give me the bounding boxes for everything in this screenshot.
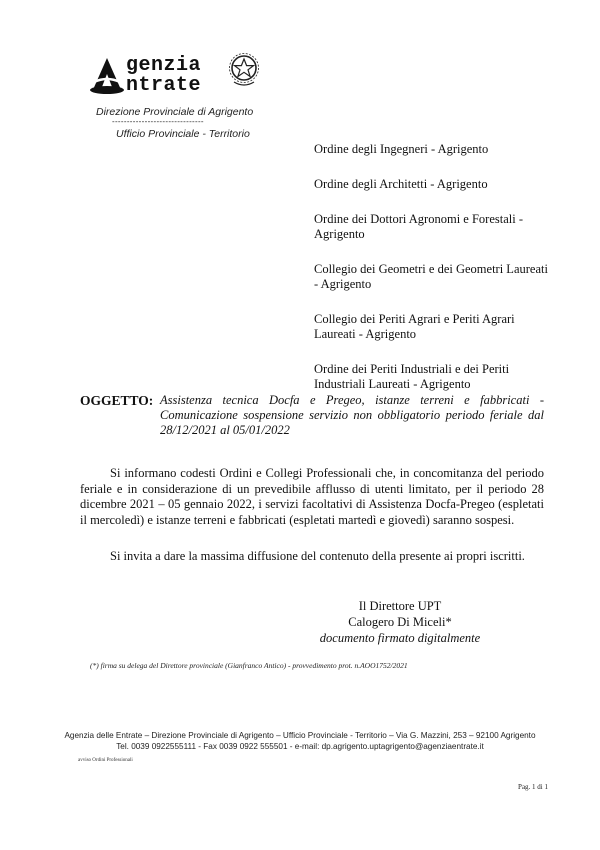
republic-emblem-icon [228, 52, 260, 88]
body-paragraph-1: Si informano codesti Ordini e Collegi Professionali che, in concomitanza del periodo feriale e in considerazione di un prevedibile afflusso di utenti limitato, per il periodo 28 dicembre 2021 – 05 gennaio 2022, i servizi facoltativi di Assistenza Docfa-Pregeo (espletati il mercoledì) e istanze terreni e fabbricati (espletati martedì e giovedì) saranno sospesi. [80, 466, 544, 527]
recipient-list [314, 142, 554, 412]
footnote: (*) firma su delega del Direttore provinciale (Gianfranco Antico) - provvedimento prot. n.AOO1752/2021 [90, 661, 408, 670]
logo-word-genzia: genzia [126, 54, 202, 77]
logo-word-ntrate: ntrate [126, 74, 202, 97]
agenzia-a-mark-icon [88, 56, 126, 96]
recipient-item: Collegio dei Periti Agrari e Periti Agrari Laureati - Agrigento [314, 312, 515, 341]
signature-role: Il Direttore UPT [358, 599, 442, 613]
document-file-note: avviso Ordini Professionali [78, 758, 133, 763]
footer-contacts: Tel. 0039 0922555111 - Fax 0039 0922 555501 - e-mail: dp.agrigento.uptagrigento@agenziaentrate.it [116, 742, 484, 751]
page-number: Pag. 1 di 1 [518, 783, 548, 791]
recipient-item: Ordine dei Periti Industriali e dei Periti Industriali Laureati - Agrigento [314, 362, 510, 391]
office-ufficio-territorio: Ufficio Provinciale - Territorio [116, 128, 250, 140]
recipient-item: Collegio dei Geometri e dei Geometri Laureati - Agrigento [314, 262, 548, 291]
subject-label: OGGETTO: [80, 393, 154, 408]
body-paragraph-2: Si invita a dare la massima diffusione del contenuto della presente ai propri iscritti. [110, 549, 525, 563]
recipient-item: Ordine degli Ingegneri - Agrigento [314, 142, 489, 156]
subject-text: Assistenza tecnica Docfa e Pregeo, istanze terreni e fabbricati - Comunicazione sospensione servizio non obbligatorio periodo feriale dal 28/12/2021 al 05/01/2022 [160, 393, 544, 437]
footer-address: Agenzia delle Entrate – Direzione Provinciale di Agrigento – Ufficio Provinciale - Territorio – Via G. Mazzini, 253 – 92100 Agrigento [64, 731, 536, 740]
signature-name: Calogero Di Miceli* [348, 615, 452, 629]
office-direzione-provinciale: Direzione Provinciale di Agrigento [96, 106, 254, 118]
recipient-item: Ordine dei Dottori Agronomi e Forestali - Agrigento [314, 212, 523, 241]
signature-note: documento firmato digitalmente [319, 631, 481, 645]
page-footer [0, 730, 600, 752]
header-separator: ------------------------------- [112, 117, 204, 126]
signature-block [300, 598, 500, 646]
recipient-item: Ordine degli Architetti - Agrigento [314, 177, 488, 191]
